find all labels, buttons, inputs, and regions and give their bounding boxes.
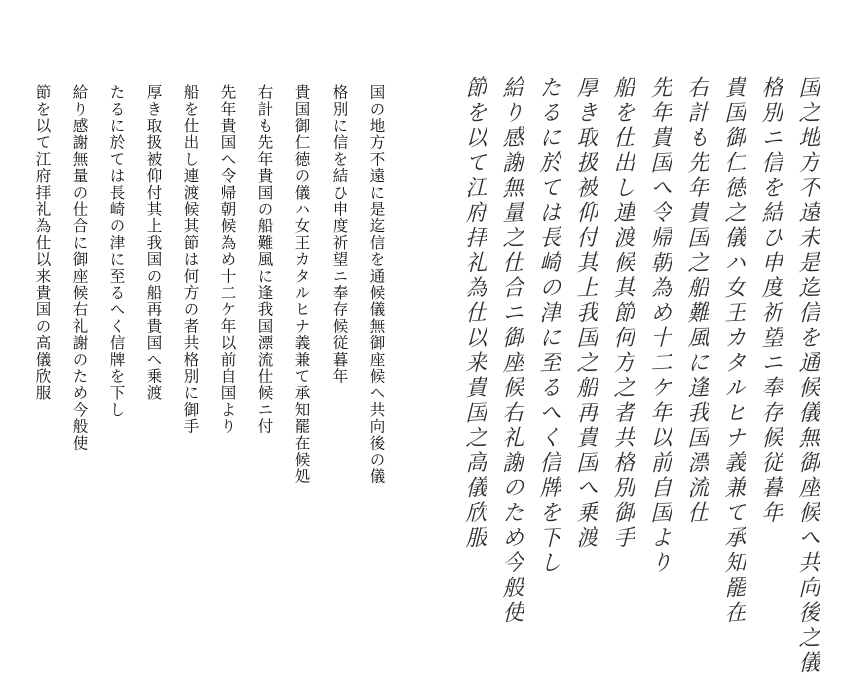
manuscript-line: 貴国御仁徳之儀ハ女王カタルヒナ義兼て承知罷在 [721, 75, 746, 627]
transcription-line: 先年貴国へ令帰朝候為め十二ケ年以前自国より [218, 84, 237, 435]
manuscript-line: 厚き取扱被仰付其上我国之船再貴国へ乗渡 [573, 75, 598, 552]
transcription-line: 節を以て江府拝礼為仕以来貴国の高儀欣服 [33, 84, 52, 402]
handwritten-manuscript [446, 75, 836, 677]
manuscript-line: 右計も先年貴国之船難風に逢我国漂流仕 [684, 75, 709, 527]
transcription-line: 給り感謝無量の仕合に御座候右礼謝のため今般使 [70, 84, 89, 452]
manuscript-line: 節を以て江府拝礼為仕以来貴国之高儀欣服 [462, 75, 487, 552]
transcription-block [28, 84, 398, 554]
manuscript-line: 給り感謝無量之仕合ニ御座候右礼謝のため今般使 [499, 75, 524, 627]
manuscript-line: 船を仕出し連渡候其節何方之者共格別御手 [610, 75, 635, 552]
transcription-line: たるに於ては長崎の津に至るへく信牌を下し [107, 84, 126, 418]
manuscript-line: 国之地方不遠未是迄信を通候儀無御座候へ共向後之儀 [795, 75, 820, 677]
transcription-line: 厚き取扱被仰付其上我国の船再貴国へ乗渡 [144, 84, 163, 402]
transcription-line: 貴国御仁徳の儀ハ女王カタルヒナ義兼て承知罷在候処 [292, 84, 311, 485]
transcription-line: 格別に信を結ひ申度祈望ニ奉存候従暮年 [330, 84, 349, 385]
transcription-line: 国の地方不遠に是迄信を通候儀無御座候へ共向後の儀 [367, 84, 386, 485]
transcription-line: 右計も先年貴国の船難風に逢我国漂流仕候ニ付 [255, 84, 274, 435]
manuscript-line: 先年貴国へ令帰朝為め十二ケ年以前自国より [647, 75, 672, 577]
manuscript-line: 格別ニ信を結ひ申度祈望ニ奉存候従暮年 [758, 75, 783, 527]
manuscript-line: たるに於ては長崎の津に至るへく信牌を下し [536, 75, 561, 577]
transcription-line: 船を仕出し連渡候其節は何方の者共格別に御手 [181, 84, 200, 435]
